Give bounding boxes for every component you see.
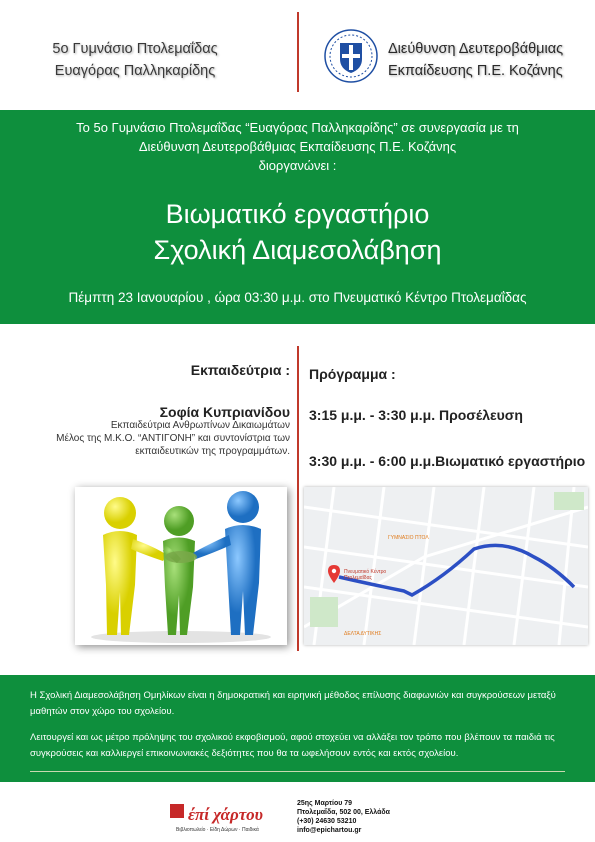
epi-chartou-logo [168, 798, 292, 836]
trainer-heading: Εκπαιδεύτρια : [190, 362, 290, 378]
trainer-description [40, 419, 290, 458]
footer-phone: (+30) 24630 53210 [297, 818, 357, 825]
map-marker-label: Πνευματικό Κέντρο Πτολεμαΐδας [344, 569, 387, 581]
directorate-name [388, 38, 583, 82]
trainer-desc-line1: Εκπαιδεύτρια Ανθρωπίνων Δικαιωμάτων [110, 420, 290, 431]
info-paragraph-2: Λειτουργεί και ως μέτρο πρόληψης του σχολικού εκφοβισμού, αφού στοχεύει να αλλάξει τον τρόπο που βλέπουν τα παιδιά τις συγκρούσεις και καλλιεργεί επικοινωνιακές δεξιότητες που θα τα ωφελήσουν εντός και εκτός σχολείου. [30, 732, 555, 759]
intro-line1: Το 5ο Γυμνάσιο Πτολεμαΐδας “Ευαγόρας Παλληκαρίδης” σε συνεργασία με τη [76, 120, 519, 135]
middle-divider [297, 346, 299, 651]
map-place-school: ΓΥΜΝΑΣΙΟ ΠΤΟΛ [388, 535, 429, 541]
teamwork-figures-image [75, 487, 287, 645]
map-place-delta: ΔΕΛΤΑ ΔΥΤΙΚΗΣ [344, 631, 382, 637]
intro-line3: διοργανώνει : [258, 158, 337, 173]
footer-address-line2: Πτολεμαΐδα, 502 00, Ελλάδα [297, 809, 390, 816]
info-band [0, 675, 595, 782]
green-figure [163, 506, 195, 635]
intro-line2: Διεύθυνση Δευτεροβάθμιας Εκπαίδευσης Π.Ε. Κοζάνης [138, 139, 457, 154]
announcement-band [0, 110, 595, 324]
logo-red-square-icon [170, 804, 184, 818]
yellow-figure [103, 497, 167, 635]
location-map[interactable] [304, 487, 588, 645]
event-title-line2: Σχολική Διαμεσολάβηση [153, 235, 442, 265]
footer-address-line1: 25ης Μαρτίου 79 [297, 800, 353, 807]
info-paragraph-1: Η Σχολική Διαμεσολάβηση Ομηλίκων είναι η δημοκρατική και ειρηνική μέθοδος επίλυσης διαφωνιών και συγκρούσεων μεταξύ μαθητών στον χώρο του σχολείου. [30, 690, 556, 717]
logo-text: έπί χάρτου [188, 805, 263, 824]
trainer-name: Σοφία Κυπριανίδου [159, 404, 290, 420]
blue-figure [193, 491, 261, 635]
directorate-line1: Διεύθυνση Δευτεροβάθμιας [388, 41, 564, 57]
event-title-line1: Βιωματικό εργαστήριο [165, 199, 430, 229]
program-item-workshop: 3:30 μ.μ. - 6:00 μ.μ.Βιωματικό εργαστήριο [309, 453, 586, 469]
trainer-desc-line3: εκπαιδευτικών της προγραμμάτων. [135, 446, 290, 457]
header-divider [297, 12, 299, 92]
directorate-line2: Εκπαίδευσης Π.Ε. Κοζάνης [388, 63, 563, 79]
school-name-line1: 5ο Γυμνάσιο Πτολεμαΐδας [52, 41, 218, 57]
school-name [30, 38, 240, 82]
trainer-desc-line2: Μέλος της Μ.Κ.Ο. “ΑΝΤΙΓΟΝΗ” και συντονίστρια των [56, 433, 290, 444]
event-title [20, 196, 575, 268]
event-date: Πέμπτη 23 Ιανουαρίου , ώρα 03:30 μ.μ. στο Πνευματικό Κέντρο Πτολεμαΐδας [68, 290, 527, 305]
info-divider [30, 771, 565, 772]
school-name-line2: Ευαγόρας Παλληκαρίδης [54, 63, 216, 79]
footer-email[interactable]: info@epichartou.gr [297, 827, 362, 834]
logo-subtext: Βιβλιοπωλείο · Είδη Δώρων · Παιδικά [176, 827, 259, 833]
footer-contact [297, 799, 390, 835]
program-heading: Πρόγραμμα : [309, 366, 396, 382]
greek-emblem-icon [324, 29, 378, 83]
intro-text [20, 118, 575, 175]
program-item-arrival: 3:15 μ.μ. - 3:30 μ.μ. Προσέλευση [309, 407, 523, 423]
